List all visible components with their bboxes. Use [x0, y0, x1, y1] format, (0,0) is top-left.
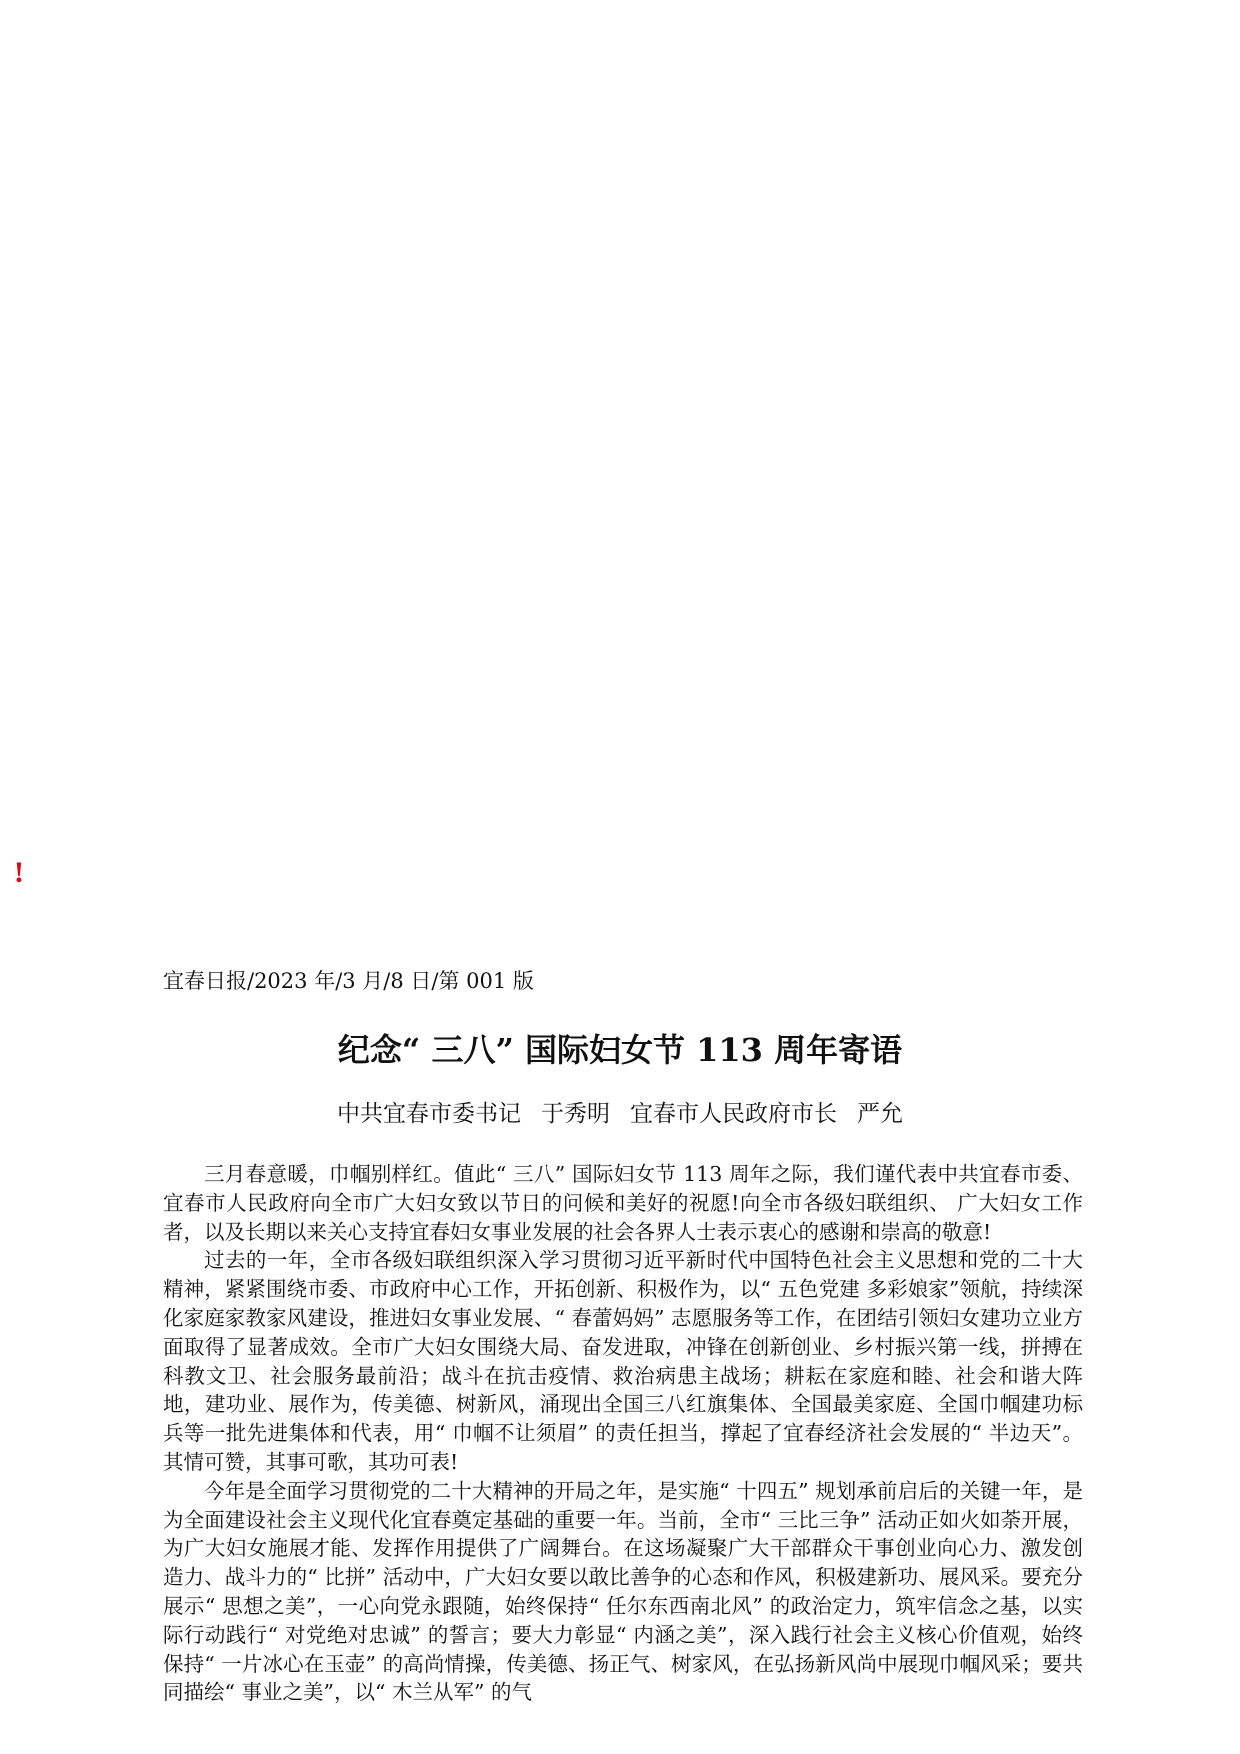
newspaper-source-line: 宜春日报/2023 年/3 月/8 日/第 001 版 [163, 969, 534, 993]
article-body [163, 1160, 1083, 1707]
paragraph: 今年是全面学习贯彻党的二十大精神的开局之年，是实施“ 十四五” 规划承前启后的关键一年，是为全面建设社会主义现代化宜春奠定基础的重要一年。当前，全市“ 三比三争” 活动正如火如荼开展，为广大妇女施展才能、发挥作用提供了广阔舞台。在这场凝聚广大干部群众干事创业向心力、激发创造力、战斗力的“ 比拼” 活动中，广大妇女要以敢比善争的心态和作风，积极建新功、展风采。要充分展示“ 思想之美”，一心向党永跟随，始终保持“ 任尔东西南北风” 的政治定力，筑牢信念之基，以实际行动践行“ 对党绝对忠诚” 的誓言；要大力彰显“ 内涵之美”，深入践行社会主义核心价值观，始终保持“ 一片冰心在玉壶” 的高尚情操，传美德、扬正气、树家风，在弘扬新风尚中展现巾帼风采；要共同描绘“ 事业之美”，以“ 木兰从军” 的气 [163, 1478, 1083, 1705]
author1-title: 中共宜春市委书记 [337, 1101, 521, 1127]
red-exclamation-mark: ! [14, 856, 24, 889]
author2-title: 宜春市人民政府市长 [630, 1101, 837, 1127]
article-byline [0, 1098, 1240, 1130]
paragraph: 过去的一年，全市各级妇联组织深入学习贯彻习近平新时代中国特色社会主义思想和党的二十大精神，紧紧围绕市委、市政府中心工作，开拓创新、积极作为，以“ 五色党建 多彩娘家”领航，持续深化家庭家教家风建设，推进妇女事业发展、“ 春蕾妈妈” 志愿服务等工作，在团结引领妇女建功立业方面取得了显著成效。全市广大妇女围绕大局、奋发进取，冲锋在创新创业、乡村振兴第一线，拼搏在科教文卫、社会服务最前沿；战斗在抗击疫情、救治病患主战场；耕耘在家庭和睦、社会和谐大阵地，建功业、展作为，传美德、树新风，涌现出全国三八红旗集体、全国最美家庭、全国巾帼建功标兵等一批先进集体和代表，用“ 巾帼不让须眉” 的责任担当，撑起了宜春经济社会发展的“ 半边天”。其情可赞，其事可歌，其功可表! [163, 1248, 1083, 1474]
article-title: 纪念“ 三八” 国际妇女节 113 周年寄语 [337, 1031, 903, 1069]
paragraph: 三月春意暖，巾帼别样红。值此“ 三八” 国际妇女节 113 周年之际，我们谨代表中共宜春市委、宜春市人民政府向全市广大妇女致以节日的问候和美好的祝愿!向全市各级妇联组织、 广大妇女工作者，以及长期以来关心支持宜春妇女事业发展的社会各界人士表示衷心的感谢和崇高的敬意! [163, 1162, 1083, 1244]
author2-name: 严允 [857, 1101, 903, 1127]
author1-name: 于秀明 [541, 1101, 610, 1127]
